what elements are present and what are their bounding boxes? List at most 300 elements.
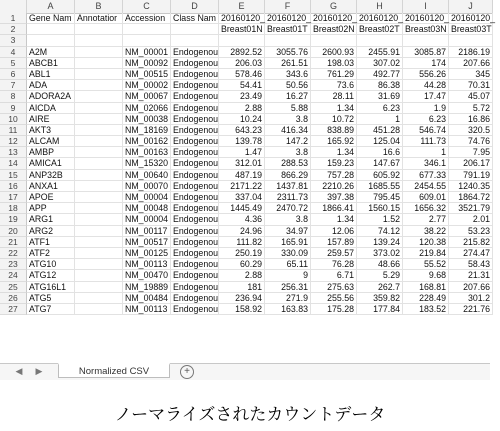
cell[interactable]: 1445.49 bbox=[219, 203, 265, 214]
cell[interactable]: Breast03T bbox=[451, 24, 492, 35]
cell[interactable]: 34.97 bbox=[265, 226, 311, 237]
cell[interactable]: 215.82 bbox=[449, 237, 493, 248]
cell[interactable]: Endogenou bbox=[173, 136, 219, 147]
column-header-c[interactable]: C bbox=[123, 0, 171, 13]
cell[interactable]: 48.66 bbox=[357, 259, 403, 270]
cell[interactable]: 7.95 bbox=[449, 147, 493, 158]
cell[interactable]: 45.07 bbox=[449, 91, 493, 102]
cell[interactable]: ANXA1 bbox=[27, 181, 75, 192]
cell[interactable]: NM_15320 bbox=[123, 158, 171, 169]
cell[interactable] bbox=[75, 114, 123, 125]
cell[interactable]: 546.74 bbox=[403, 125, 449, 136]
cell[interactable] bbox=[449, 35, 493, 46]
cell[interactable]: 20160120_ bbox=[267, 13, 312, 23]
cell[interactable]: 50.56 bbox=[265, 80, 311, 91]
cell[interactable]: 58.43 bbox=[449, 259, 493, 270]
cell[interactable] bbox=[75, 237, 123, 248]
cell[interactable]: 86.38 bbox=[357, 80, 403, 91]
cell[interactable]: 346.1 bbox=[403, 158, 449, 169]
cell[interactable]: 3521.79 bbox=[449, 203, 493, 214]
cell[interactable]: 20160120_ bbox=[313, 13, 358, 23]
cell[interactable]: AMBP bbox=[27, 147, 75, 158]
cell[interactable]: 53.23 bbox=[449, 226, 493, 237]
cell[interactable]: 1.34 bbox=[311, 214, 357, 225]
cell[interactable] bbox=[75, 226, 123, 237]
cell[interactable]: 139.24 bbox=[357, 237, 403, 248]
cell[interactable]: 1.47 bbox=[219, 147, 265, 158]
cell[interactable]: 183.52 bbox=[403, 304, 449, 315]
cell[interactable]: 12.06 bbox=[311, 226, 357, 237]
cell[interactable]: 1.34 bbox=[311, 147, 357, 158]
cell[interactable]: NM_00001 bbox=[123, 47, 171, 58]
cell[interactable]: 2455.91 bbox=[357, 47, 403, 58]
cell[interactable]: Endogenou bbox=[173, 57, 219, 68]
row-number[interactable]: 27 bbox=[0, 304, 27, 315]
column-header-f[interactable]: F bbox=[265, 0, 311, 13]
cell[interactable]: 261.51 bbox=[265, 58, 311, 69]
cell[interactable] bbox=[75, 58, 123, 69]
cell[interactable]: NM_00113 bbox=[123, 259, 171, 270]
row-number[interactable]: 15 bbox=[0, 170, 27, 181]
cell[interactable] bbox=[27, 24, 75, 35]
cell[interactable]: 20160120_ bbox=[451, 13, 496, 23]
cell[interactable] bbox=[75, 293, 123, 304]
cell[interactable]: Endogenou bbox=[173, 281, 219, 292]
row-number[interactable]: 12 bbox=[0, 136, 27, 147]
cell[interactable]: NM_00038 bbox=[123, 114, 171, 125]
cell[interactable] bbox=[403, 35, 449, 46]
cell[interactable]: 2171.22 bbox=[219, 181, 265, 192]
cell[interactable]: 158.92 bbox=[219, 304, 265, 315]
row-number[interactable]: 10 bbox=[0, 114, 27, 125]
cell[interactable]: 643.23 bbox=[219, 125, 265, 136]
cell[interactable]: 24.96 bbox=[219, 226, 265, 237]
cell[interactable]: Endogenou bbox=[173, 259, 219, 270]
cell[interactable]: 2.88 bbox=[219, 103, 265, 114]
cell[interactable]: 236.94 bbox=[219, 293, 265, 304]
cell[interactable] bbox=[75, 35, 123, 46]
row-number[interactable]: 4 bbox=[0, 47, 27, 58]
cell[interactable]: 288.53 bbox=[265, 158, 311, 169]
cell[interactable]: NM_02066 bbox=[123, 103, 171, 114]
cell[interactable]: 6.71 bbox=[311, 270, 357, 281]
cell[interactable] bbox=[123, 35, 171, 46]
cell[interactable]: 274.47 bbox=[449, 248, 493, 259]
cell[interactable]: 271.9 bbox=[265, 293, 311, 304]
cell[interactable]: AIRE bbox=[27, 114, 75, 125]
cell[interactable]: 6.23 bbox=[403, 114, 449, 125]
row-number[interactable]: 16 bbox=[0, 181, 27, 192]
cell[interactable]: NM_18169 bbox=[123, 125, 171, 136]
cell[interactable]: Endogenou bbox=[173, 46, 219, 57]
cell[interactable]: 20160120_ bbox=[359, 13, 404, 23]
cell[interactable]: 5.29 bbox=[357, 270, 403, 281]
cell[interactable] bbox=[75, 47, 123, 58]
cell[interactable] bbox=[75, 125, 123, 136]
cell[interactable]: 163.83 bbox=[265, 304, 311, 315]
cell[interactable]: 2210.26 bbox=[311, 181, 357, 192]
cell[interactable]: 5.72 bbox=[449, 103, 493, 114]
cell[interactable]: 1437.81 bbox=[265, 181, 311, 192]
cell[interactable]: 1 bbox=[403, 147, 449, 158]
cell[interactable]: 206.17 bbox=[449, 158, 493, 169]
cell[interactable]: APP bbox=[27, 203, 75, 214]
cell[interactable]: 157.89 bbox=[311, 237, 357, 248]
cell[interactable]: 1.34 bbox=[311, 103, 357, 114]
cell[interactable]: 206.03 bbox=[219, 58, 265, 69]
cell[interactable]: 207.66 bbox=[449, 58, 493, 69]
cell[interactable]: 3055.76 bbox=[265, 47, 311, 58]
cell[interactable]: 10.24 bbox=[219, 114, 265, 125]
cell[interactable]: 139.78 bbox=[219, 136, 265, 147]
cell[interactable]: 6.23 bbox=[357, 103, 403, 114]
cell[interactable]: 343.6 bbox=[265, 69, 311, 80]
cell[interactable] bbox=[75, 91, 123, 102]
sheet-tab-normalized-csv[interactable]: Normalized CSV bbox=[58, 363, 170, 378]
cell[interactable]: 228.49 bbox=[403, 293, 449, 304]
cell[interactable]: ARG1 bbox=[27, 214, 75, 225]
cell[interactable]: NM_00002 bbox=[123, 80, 171, 91]
cell[interactable]: 255.56 bbox=[311, 293, 357, 304]
cell[interactable]: Endogenou bbox=[173, 236, 219, 247]
cell[interactable]: Endogenou bbox=[173, 80, 219, 91]
cell[interactable]: AMICA1 bbox=[27, 158, 75, 169]
cell[interactable]: 31.69 bbox=[357, 91, 403, 102]
row-number[interactable]: 26 bbox=[0, 293, 27, 304]
cell[interactable]: Endogenou bbox=[173, 113, 219, 124]
cell[interactable]: 54.41 bbox=[219, 80, 265, 91]
cell[interactable] bbox=[75, 304, 123, 315]
cell[interactable]: NM_00048 bbox=[123, 203, 171, 214]
cell[interactable]: 1866.41 bbox=[311, 203, 357, 214]
column-header-h[interactable]: H bbox=[357, 0, 403, 13]
cell[interactable]: 221.76 bbox=[449, 304, 493, 315]
cell[interactable]: 16.86 bbox=[449, 114, 493, 125]
cell[interactable]: NM_00113 bbox=[123, 304, 171, 315]
cell[interactable] bbox=[75, 170, 123, 181]
cell[interactable]: 301.2 bbox=[449, 293, 493, 304]
cell[interactable]: AKT3 bbox=[27, 125, 75, 136]
cell[interactable] bbox=[75, 158, 123, 169]
scroll-right-arrow-icon[interactable]: ▶ bbox=[35, 366, 43, 376]
cell[interactable]: Endogenou bbox=[173, 169, 219, 180]
cell[interactable]: 492.77 bbox=[357, 69, 403, 80]
cell[interactable]: Breast01N bbox=[219, 24, 265, 35]
cell[interactable]: Endogenou bbox=[173, 192, 219, 202]
row-number[interactable]: 6 bbox=[0, 69, 27, 80]
cell[interactable]: Breast03N bbox=[403, 24, 449, 35]
cell[interactable]: 10.72 bbox=[311, 114, 357, 125]
cell[interactable]: Gene Nam bbox=[27, 13, 75, 24]
cell[interactable]: 451.28 bbox=[357, 125, 403, 136]
column-header-i[interactable]: I bbox=[403, 0, 449, 13]
cell[interactable]: 28.11 bbox=[311, 91, 357, 102]
cell[interactable]: 147.2 bbox=[265, 136, 311, 147]
row-number[interactable]: 19 bbox=[0, 214, 27, 225]
row-number[interactable]: 24 bbox=[0, 270, 27, 281]
cell[interactable]: 320.5 bbox=[449, 125, 493, 136]
cell[interactable] bbox=[75, 147, 123, 158]
cell[interactable]: 219.84 bbox=[403, 248, 449, 259]
cell[interactable]: Endogenou bbox=[173, 91, 219, 102]
cell[interactable]: 2892.52 bbox=[219, 47, 265, 58]
cell[interactable]: NM_00484 bbox=[123, 293, 171, 304]
cell[interactable]: NM_00004 bbox=[123, 192, 171, 203]
cell[interactable] bbox=[75, 69, 123, 80]
cell[interactable]: 207.66 bbox=[449, 282, 493, 293]
cell[interactable]: 397.38 bbox=[311, 192, 357, 203]
cell[interactable]: 174 bbox=[403, 58, 449, 69]
cell[interactable]: Endogenou bbox=[173, 203, 219, 214]
cell[interactable]: 159.23 bbox=[311, 158, 357, 169]
cell[interactable]: 111.73 bbox=[403, 136, 449, 147]
cell[interactable]: 175.28 bbox=[311, 304, 357, 315]
cell[interactable]: 9 bbox=[265, 270, 311, 281]
cell[interactable]: 259.57 bbox=[311, 248, 357, 259]
cell[interactable]: 55.52 bbox=[403, 259, 449, 270]
cell[interactable]: 838.89 bbox=[311, 125, 357, 136]
cell[interactable]: 2.77 bbox=[403, 214, 449, 225]
cell[interactable]: 2454.55 bbox=[403, 181, 449, 192]
cell[interactable]: ATF1 bbox=[27, 237, 75, 248]
cell[interactable]: 761.29 bbox=[311, 69, 357, 80]
row-number[interactable]: 1 bbox=[0, 13, 27, 24]
cell[interactable]: 74.12 bbox=[357, 226, 403, 237]
cell[interactable]: 1864.72 bbox=[449, 192, 493, 203]
cell[interactable]: 23.49 bbox=[219, 91, 265, 102]
cell[interactable]: Endogenou bbox=[173, 214, 219, 225]
column-header-a[interactable]: A bbox=[27, 0, 75, 13]
cell[interactable] bbox=[75, 103, 123, 114]
row-number[interactable]: 18 bbox=[0, 203, 27, 214]
cell[interactable]: Class Nam bbox=[171, 13, 219, 24]
cell[interactable]: NM_00004 bbox=[123, 214, 171, 225]
cell[interactable] bbox=[75, 282, 123, 293]
cell[interactable]: 2600.93 bbox=[311, 47, 357, 58]
row-number[interactable]: 7 bbox=[0, 80, 27, 91]
row-number[interactable]: 22 bbox=[0, 248, 27, 259]
cell[interactable]: 312.01 bbox=[219, 158, 265, 169]
cell[interactable]: ABCB1 bbox=[27, 58, 75, 69]
cell[interactable]: 605.92 bbox=[357, 170, 403, 181]
cell[interactable]: 677.33 bbox=[403, 170, 449, 181]
cell[interactable]: 73.6 bbox=[311, 80, 357, 91]
cell[interactable]: Endogenou bbox=[173, 292, 219, 303]
cell[interactable]: 74.76 bbox=[449, 136, 493, 147]
cell[interactable]: 2.88 bbox=[219, 270, 265, 281]
row-number[interactable]: 23 bbox=[0, 259, 27, 270]
cell[interactable] bbox=[75, 192, 123, 203]
cell[interactable]: Accession bbox=[123, 13, 171, 24]
cell[interactable]: ADA bbox=[27, 80, 75, 91]
cell[interactable]: Breast02N bbox=[311, 24, 357, 35]
cell[interactable]: Endogenou bbox=[173, 225, 219, 236]
select-all-corner[interactable] bbox=[0, 0, 27, 13]
cell[interactable]: 147.67 bbox=[357, 158, 403, 169]
cell[interactable]: Endogenou bbox=[173, 180, 219, 191]
plus-circle-icon[interactable]: + bbox=[180, 365, 194, 379]
cell[interactable]: 1 bbox=[357, 114, 403, 125]
cell[interactable]: NM_00125 bbox=[123, 248, 171, 259]
cell[interactable]: 307.02 bbox=[357, 58, 403, 69]
cell[interactable]: 3.8 bbox=[265, 147, 311, 158]
cell[interactable]: 1656.32 bbox=[403, 203, 449, 214]
cell[interactable]: 111.82 bbox=[219, 237, 265, 248]
cell[interactable] bbox=[311, 35, 357, 46]
cell[interactable]: 125.04 bbox=[357, 136, 403, 147]
cell[interactable]: 2186.19 bbox=[449, 47, 493, 58]
row-number[interactable]: 25 bbox=[0, 282, 27, 293]
cell[interactable] bbox=[75, 248, 123, 259]
row-number[interactable]: 9 bbox=[0, 103, 27, 114]
cell[interactable]: 65.11 bbox=[265, 259, 311, 270]
cell[interactable]: NM_00515 bbox=[123, 69, 171, 80]
cell[interactable]: ATG10 bbox=[27, 259, 75, 270]
cell[interactable]: 168.81 bbox=[403, 282, 449, 293]
row-number[interactable]: 13 bbox=[0, 147, 27, 158]
cell[interactable]: 9.68 bbox=[403, 270, 449, 281]
cell[interactable]: Endogenou bbox=[173, 147, 219, 158]
cell[interactable]: Annotatior bbox=[75, 13, 123, 24]
cell[interactable]: NM_00117 bbox=[123, 226, 171, 237]
row-number[interactable]: 2 bbox=[0, 24, 27, 35]
cell[interactable]: 21.31 bbox=[449, 270, 493, 281]
cell[interactable]: ALCAM bbox=[27, 136, 75, 147]
row-number[interactable]: 8 bbox=[0, 91, 27, 102]
cell[interactable]: NM_00070 bbox=[123, 181, 171, 192]
cell[interactable]: 487.19 bbox=[219, 170, 265, 181]
cell[interactable]: Endogenou bbox=[173, 303, 219, 314]
cell[interactable]: 120.38 bbox=[403, 237, 449, 248]
cell[interactable]: ARG2 bbox=[27, 226, 75, 237]
cell[interactable]: 256.31 bbox=[265, 282, 311, 293]
cell[interactable]: 2470.72 bbox=[265, 203, 311, 214]
cell[interactable]: NM_19889 bbox=[123, 282, 171, 293]
cell[interactable]: Endogenou bbox=[173, 68, 219, 79]
cell[interactable]: 262.7 bbox=[357, 282, 403, 293]
column-header-b[interactable]: B bbox=[75, 0, 123, 13]
cell[interactable]: 330.09 bbox=[265, 248, 311, 259]
cell[interactable]: 70.31 bbox=[449, 80, 493, 91]
cell[interactable] bbox=[75, 80, 123, 91]
cell[interactable]: NM_00163 bbox=[123, 147, 171, 158]
row-number[interactable]: 17 bbox=[0, 192, 27, 203]
cell[interactable]: 60.29 bbox=[219, 259, 265, 270]
cell[interactable]: Endogenou bbox=[173, 270, 219, 281]
cell[interactable]: 165.92 bbox=[311, 136, 357, 147]
scroll-left-arrow-icon[interactable]: ◀ bbox=[15, 366, 23, 376]
cell[interactable] bbox=[75, 259, 123, 270]
cell[interactable]: 44.28 bbox=[403, 80, 449, 91]
cell[interactable]: NM_00640 bbox=[123, 170, 171, 181]
cell[interactable] bbox=[123, 24, 171, 35]
cell[interactable]: 1240.35 bbox=[449, 181, 493, 192]
cell[interactable]: NM_00470 bbox=[123, 270, 171, 281]
row-number[interactable]: 11 bbox=[0, 125, 27, 136]
cell[interactable]: ATG16L1 bbox=[27, 282, 75, 293]
cell[interactable]: 1685.55 bbox=[357, 181, 403, 192]
cell[interactable]: 5.88 bbox=[265, 103, 311, 114]
row-number[interactable]: 5 bbox=[0, 58, 27, 69]
cell[interactable]: 38.22 bbox=[403, 226, 449, 237]
cell[interactable]: 275.63 bbox=[311, 282, 357, 293]
cell[interactable]: 866.29 bbox=[265, 170, 311, 181]
cell[interactable]: ANP32B bbox=[27, 170, 75, 181]
cell[interactable] bbox=[75, 214, 123, 225]
cell[interactable]: 3.8 bbox=[265, 214, 311, 225]
column-header-g[interactable]: G bbox=[311, 0, 357, 13]
cell[interactable]: 556.26 bbox=[403, 69, 449, 80]
cell[interactable]: 795.45 bbox=[357, 192, 403, 203]
cell[interactable]: 2311.73 bbox=[265, 192, 311, 203]
cell[interactable]: 76.28 bbox=[311, 259, 357, 270]
column-header-j[interactable]: J bbox=[449, 0, 493, 13]
cell[interactable]: 337.04 bbox=[219, 192, 265, 203]
cell[interactable]: 1560.15 bbox=[357, 203, 403, 214]
cell[interactable]: ATG12 bbox=[27, 270, 75, 281]
row-number[interactable]: 21 bbox=[0, 237, 27, 248]
cell[interactable]: 20160120_ bbox=[405, 13, 450, 23]
column-header-e[interactable]: E bbox=[219, 0, 265, 13]
cell[interactable]: Breast01T bbox=[265, 24, 311, 35]
cell[interactable]: 1.52 bbox=[357, 214, 403, 225]
cell[interactable] bbox=[171, 24, 219, 35]
cell[interactable]: 3085.87 bbox=[403, 47, 449, 58]
cell[interactable]: ATG5 bbox=[27, 293, 75, 304]
cell[interactable]: 578.46 bbox=[219, 69, 265, 80]
cell[interactable]: 4.36 bbox=[219, 214, 265, 225]
cell[interactable]: NM_00162 bbox=[123, 136, 171, 147]
cell[interactable]: 3.8 bbox=[265, 114, 311, 125]
row-number[interactable]: 20 bbox=[0, 226, 27, 237]
cell[interactable]: 20160120_ bbox=[221, 13, 266, 23]
cell[interactable]: Breast02T bbox=[357, 24, 403, 35]
cell[interactable] bbox=[75, 24, 123, 35]
cell[interactable]: 165.91 bbox=[265, 237, 311, 248]
row-number[interactable]: 3 bbox=[0, 35, 27, 46]
cell[interactable] bbox=[219, 35, 265, 46]
cell[interactable] bbox=[75, 136, 123, 147]
cell[interactable]: A2M bbox=[27, 47, 75, 58]
cell[interactable]: ABL1 bbox=[27, 69, 75, 80]
cell[interactable] bbox=[357, 35, 403, 46]
cell[interactable] bbox=[75, 203, 123, 214]
cell[interactable]: Endogenou bbox=[173, 124, 219, 135]
cell[interactable]: Endogenou bbox=[173, 247, 219, 258]
cell[interactable]: NM_00067 bbox=[123, 91, 171, 102]
cell[interactable]: 177.84 bbox=[357, 304, 403, 315]
cell[interactable]: 16.27 bbox=[265, 91, 311, 102]
cell[interactable] bbox=[75, 270, 123, 281]
row-number[interactable]: 14 bbox=[0, 158, 27, 169]
cell[interactable]: 373.02 bbox=[357, 248, 403, 259]
cell[interactable]: NM_00517 bbox=[123, 237, 171, 248]
cell[interactable]: 359.82 bbox=[357, 293, 403, 304]
cell[interactable] bbox=[75, 181, 123, 192]
cell[interactable]: APOE bbox=[27, 192, 75, 203]
cell[interactable]: 17.47 bbox=[403, 91, 449, 102]
cell[interactable]: 198.03 bbox=[311, 58, 357, 69]
column-header-d[interactable]: D bbox=[171, 0, 219, 13]
cell[interactable]: 757.28 bbox=[311, 170, 357, 181]
cell[interactable] bbox=[27, 35, 75, 46]
cell[interactable]: NM_00092 bbox=[123, 58, 171, 69]
cell[interactable]: 250.19 bbox=[219, 248, 265, 259]
cell[interactable]: 1.9 bbox=[403, 103, 449, 114]
cell[interactable]: 345 bbox=[449, 69, 493, 80]
cell[interactable]: 181 bbox=[219, 282, 265, 293]
cell[interactable]: ATG7 bbox=[27, 304, 75, 315]
